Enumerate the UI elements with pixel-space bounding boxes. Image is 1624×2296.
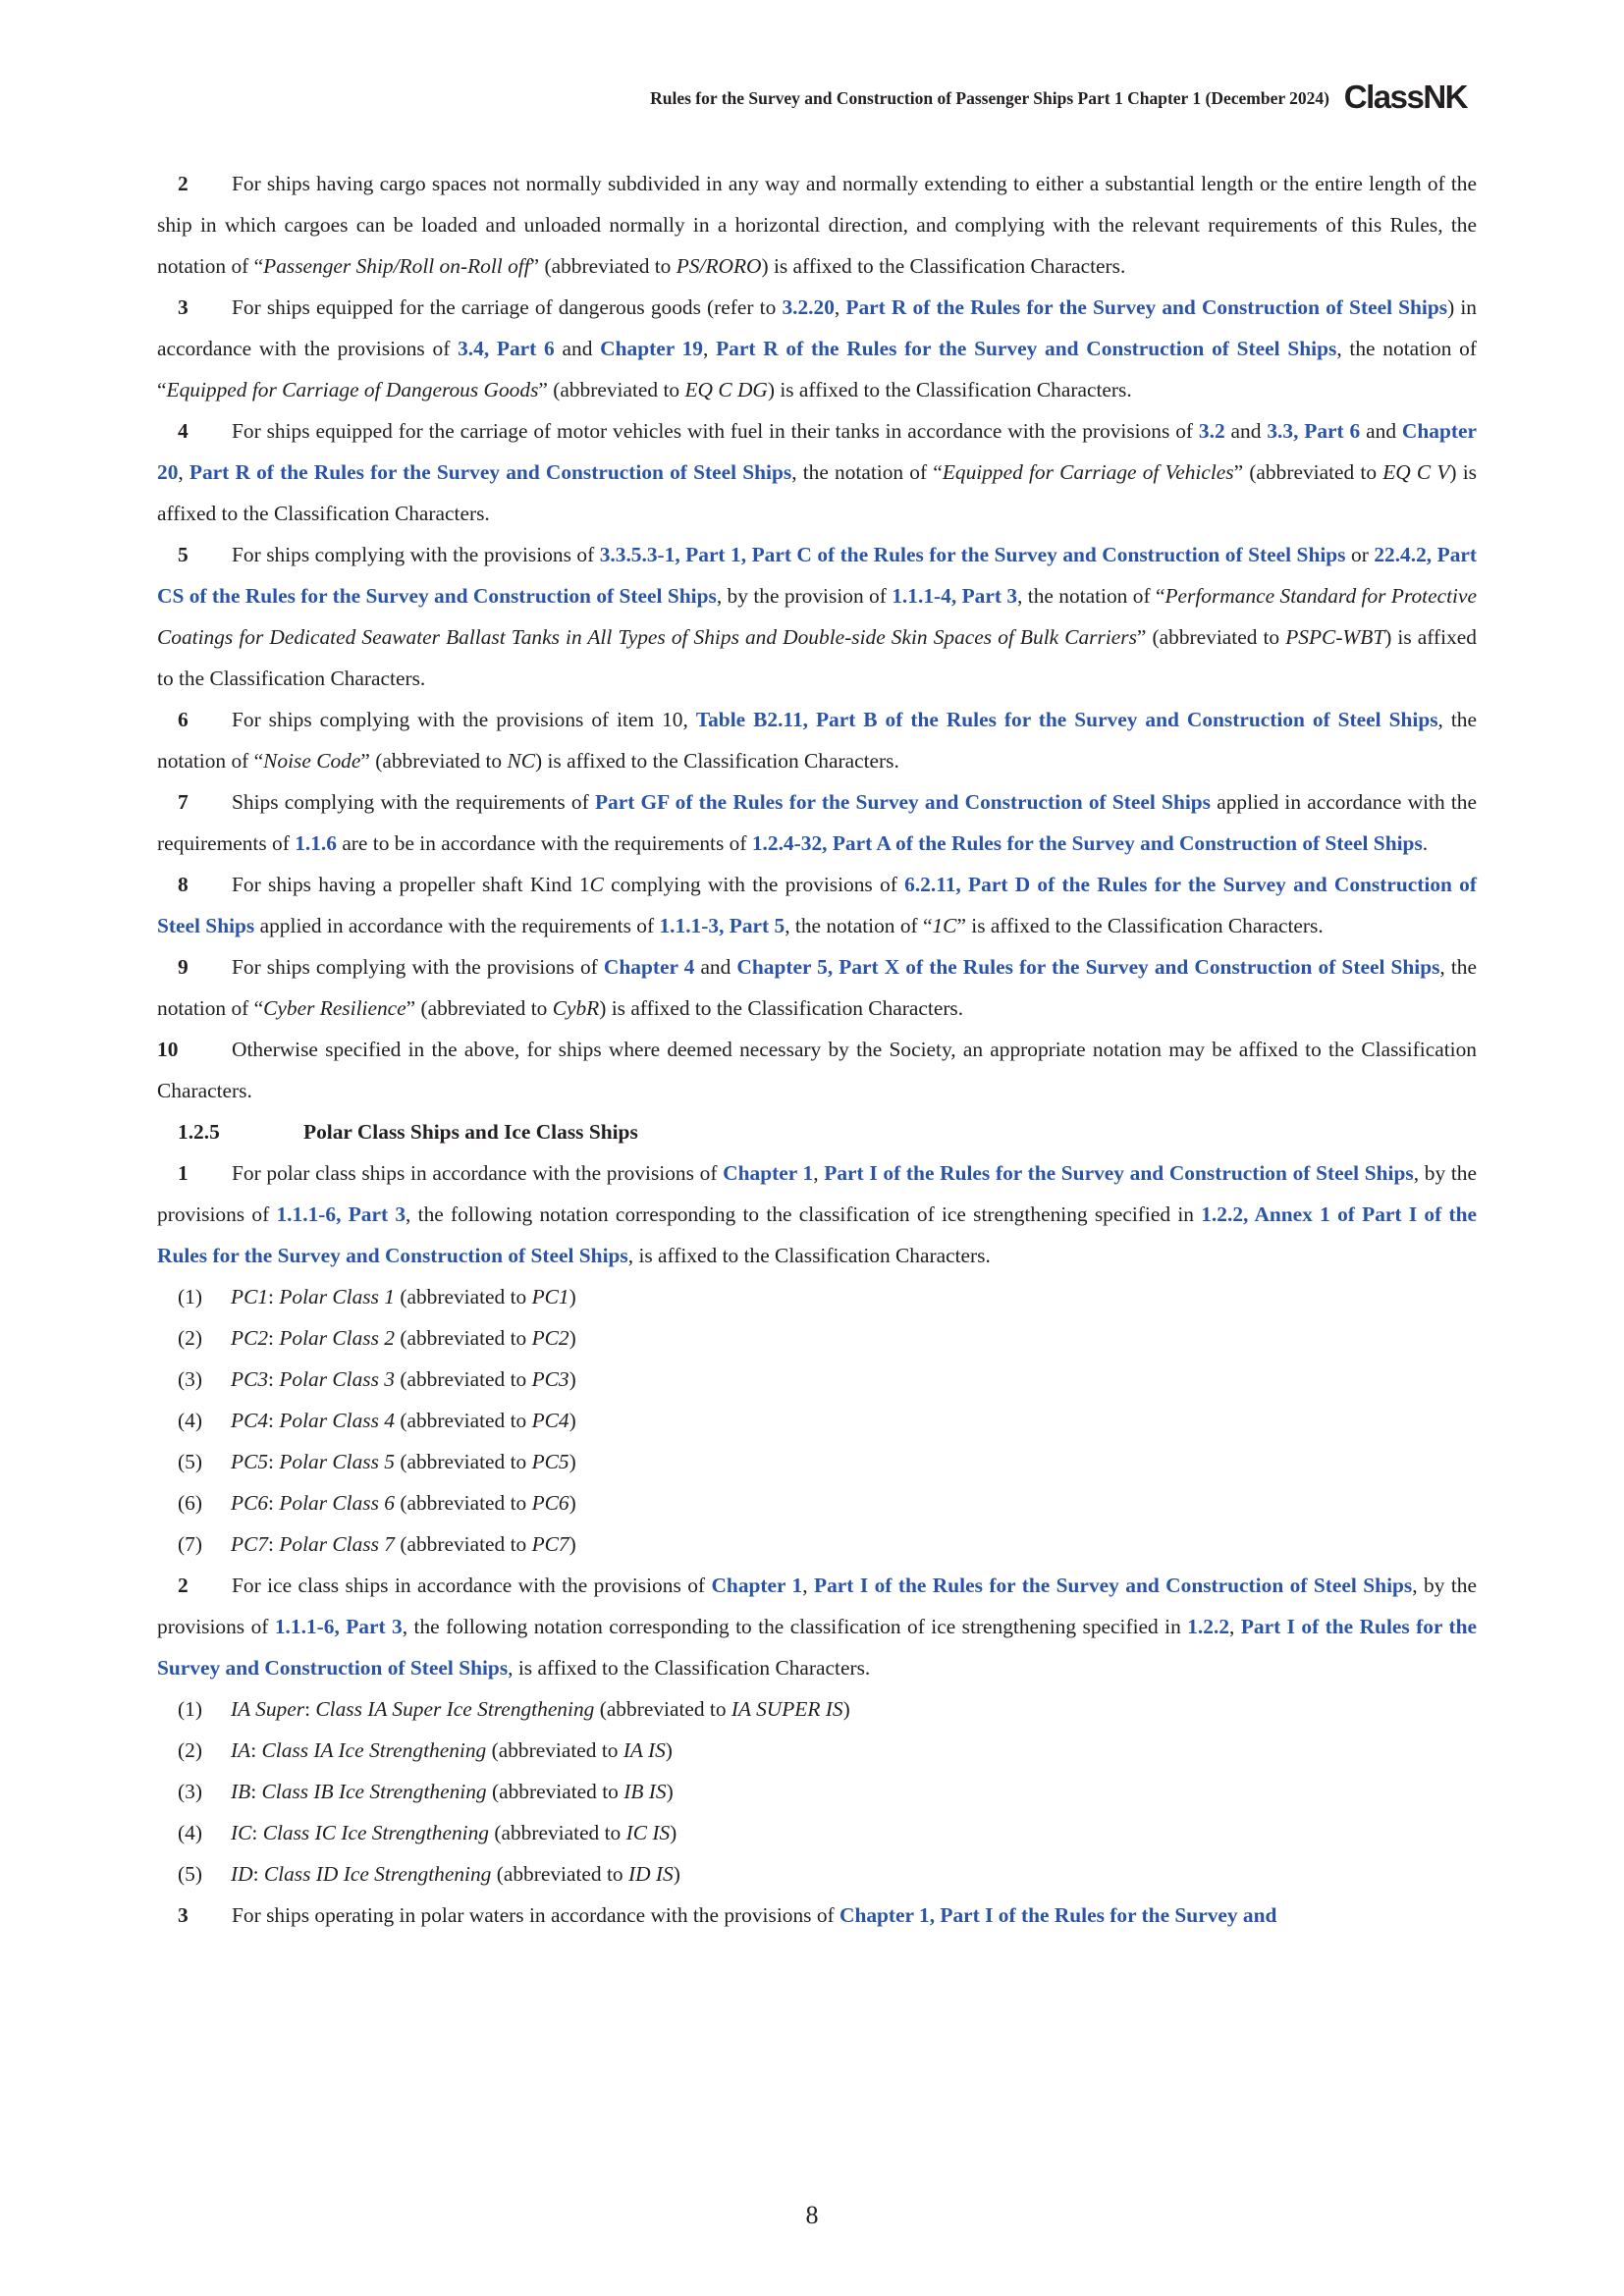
paragraph-number: 3: [178, 295, 189, 319]
cross-reference-link[interactable]: Part R of the Rules for the Survey and Construction of Steel Ships: [845, 295, 1448, 319]
paragraph-number: 3: [178, 1903, 189, 1927]
paragraph-number: 1: [178, 1161, 189, 1185]
cross-reference-link[interactable]: 3.2: [1198, 419, 1225, 443]
list-item: (1) IA Super: Class IA Super Ice Strengthening (abbreviated to IA SUPER IS): [178, 1697, 850, 1721]
cross-reference-link[interactable]: 1.1.1-4, Part 3: [892, 584, 1018, 608]
paragraph-6: 6 For ships complying with the provisions of item 10, Table B2.11, Part B of the Rules for the Survey and Construction of Steel Ships, the notation of “Noise Code” (abbreviated to NC) is affixed to the Classification Characters.: [157, 699, 1477, 781]
cross-reference-link[interactable]: Part R of the Rules for the Survey and Construction of Steel Ships: [716, 337, 1337, 360]
list-item: (7) PC7: Polar Class 7 (abbreviated to PC7): [178, 1532, 576, 1556]
list-item: (3) IB: Class IB Ice Strengthening (abbreviated to IB IS): [178, 1780, 674, 1803]
section-paragraph-2: 2 For ice class ships in accordance with the provisions of Chapter 1, Part I of the Rules for the Survey and Construction of Steel Ships, by the provisions of 1.1.1-6, Part 3, the following notation corresponding to the classification of ice strengthening specified in 1.2.2, Part I of the Rules for the Survey and Construction of Steel Ships, is affixed to the Classification Characters.: [157, 1565, 1477, 1688]
cross-reference-link[interactable]: Chapter 1: [723, 1161, 814, 1185]
list-item: (3) PC3: Polar Class 3 (abbreviated to PC3): [178, 1367, 576, 1391]
list-item: (5) PC5: Polar Class 5 (abbreviated to PC5): [178, 1450, 576, 1473]
cross-reference-link[interactable]: 6.2.11, Part D of the Rules for the Survey and Construction of Steel Ships: [157, 873, 1478, 937]
paragraph-4: 4 For ships equipped for the carriage of motor vehicles with fuel in their tanks in accordance with the provisions of 3.2 and 3.3, Part 6 and Chapter 20, Part R of the Rules for the Survey and Construction of Steel Ships, the notation of “Equipped for Carriage of Vehicles” (abbreviated to EQ C V) is affixed to the Classification Characters.: [157, 410, 1477, 534]
list-item: (2) IA: Class IA Ice Strengthening (abbreviated to IA IS): [178, 1738, 673, 1762]
paragraph-number: 6: [178, 708, 189, 731]
cross-reference-link[interactable]: 1.1.1-3, Part 5: [659, 914, 785, 937]
cross-reference-link[interactable]: Part GF of the Rules for the Survey and Construction of Steel Ships: [594, 790, 1212, 814]
list-item: (1) PC1: Polar Class 1 (abbreviated to PC1): [178, 1285, 576, 1308]
cross-reference-link[interactable]: Chapter 1: [711, 1574, 803, 1597]
document-body: [157, 163, 1477, 1936]
paragraph-3: 3 For ships equipped for the carriage of dangerous goods (refer to 3.2.20, Part R of the Rules for the Survey and Construction of Steel Ships) in accordance with the provisions of 3.4, Part 6 and Chapter 19, Part R of the Rules for the Survey and Construction of Steel Ships, the notation of “Equipped for Carriage of Dangerous Goods” (abbreviated to EQ C DG) is affixed to the Classification Characters.: [157, 287, 1477, 410]
page-header: [157, 79, 1467, 118]
cross-reference-link[interactable]: 3.4, Part 6: [458, 337, 555, 360]
cross-reference-link[interactable]: Part I of the Rules for the Survey and Construction of Steel Ships: [814, 1574, 1413, 1597]
classnk-logo: ClassNK: [1343, 79, 1467, 115]
list-item: (4) IC: Class IC Ice Strengthening (abbreviated to IC IS): [178, 1821, 677, 1844]
list-item: (6) PC6: Polar Class 6 (abbreviated to PC6): [178, 1491, 576, 1515]
paragraph-number: 5: [178, 543, 189, 566]
cross-reference-link[interactable]: Chapter 1, Part I of the Rules for the Survey and: [839, 1903, 1277, 1927]
paragraph-5: 5 For ships complying with the provisions of 3.3.5.3-1, Part 1, Part C of the Rules for the Survey and Construction of Steel Ships or 22.4.2, Part CS of the Rules for the Survey and Construction of Steel Ships, by the provision of 1.1.1-4, Part 3, the notation of “Performance Standard for Protective Coatings for Dedicated Seawater Ballast Tanks in All Types of Ships and Double-side Skin Spaces of Bulk Carriers” (abbreviated to PSPC-WBT) is affixed to the Classification Characters.: [157, 534, 1477, 699]
paragraph-2: 2 For ships having cargo spaces not normally subdivided in any way and normally extending to either a substantial length or the entire length of the ship in which cargoes can be loaded and unloaded normally in a horizontal direction, and complying with the relevant requirements of this Rules, the notation of “Passenger Ship/Roll on-Roll off” (abbreviated to PS/RORO) is affixed to the Classification Characters.: [157, 163, 1477, 287]
list-item: (2) PC2: Polar Class 2 (abbreviated to PC2): [178, 1326, 576, 1350]
paragraph-9: 9 For ships complying with the provisions of Chapter 4 and Chapter 5, Part X of the Rules for the Survey and Construction of Steel Ships, the notation of “Cyber Resilience” (abbreviated to CybR) is affixed to the Classification Characters.: [157, 946, 1477, 1029]
paragraph-number: 7: [178, 790, 189, 814]
cross-reference-link[interactable]: Table B2.11, Part B of the Rules for the Survey and Construction of Steel Ships: [695, 708, 1438, 731]
cross-reference-link[interactable]: Part I of the Rules for the Survey and Construction of Steel Ships: [157, 1615, 1478, 1680]
list-item: (4) PC4: Polar Class 4 (abbreviated to PC4): [178, 1409, 576, 1432]
cross-reference-link[interactable]: 3.3.5.3-1, Part 1, Part C of the Rules for the Survey and Construction of Steel Ships: [599, 543, 1346, 566]
cross-reference-link[interactable]: 1.1.1-6, Part 3: [276, 1202, 406, 1226]
paragraph-number: 4: [178, 419, 189, 443]
cross-reference-link[interactable]: 22.4.2, Part CS of the Rules for the Survey and Construction of Steel Ships: [157, 543, 1478, 608]
section-paragraph-3: 3 For ships operating in polar waters in accordance with the provisions of Chapter 1, Part I of the Rules for the Survey and: [157, 1895, 1477, 1936]
cross-reference-link[interactable]: 1.2.2, Annex 1 of Part I of the Rules for the Survey and Construction of Steel Ships: [157, 1202, 1477, 1267]
cross-reference-link[interactable]: Part R of the Rules for the Survey and Construction of Steel Ships: [189, 460, 792, 484]
ice-class-list: [157, 1688, 1477, 1895]
section-heading: [157, 1111, 1477, 1152]
section-number: 1.2.5: [178, 1120, 220, 1144]
paragraph-number: 8: [178, 873, 189, 896]
paragraph-7: 7 Ships complying with the requirements of Part GF of the Rules for the Survey and Construction of Steel Ships applied in accordance with the requirements of 1.1.6 are to be in accordance with the requirements of 1.2.4-32, Part A of the Rules for the Survey and Construction of Steel Ships.: [157, 781, 1477, 864]
cross-reference-link[interactable]: 3.3, Part 6: [1267, 419, 1361, 443]
polar-class-list: [157, 1276, 1477, 1565]
paragraph-8: 8 For ships having a propeller shaft Kind 1C complying with the provisions of 6.2.11, Part D of the Rules for the Survey and Construction of Steel Ships applied in accordance with the requirements of 1.1.1-3, Part 5, the notation of “1C” is affixed to the Classification Characters.: [157, 864, 1477, 946]
cross-reference-link[interactable]: Part I of the Rules for the Survey and Construction of Steel Ships: [824, 1161, 1414, 1185]
cross-reference-link[interactable]: Chapter 20: [157, 419, 1477, 484]
cross-reference-link[interactable]: Chapter 5, Part X of the Rules for the Survey and Construction of Steel Ships: [736, 955, 1440, 979]
cross-reference-link[interactable]: Chapter 4: [603, 955, 695, 979]
cross-reference-link[interactable]: 1.1.1-6, Part 3: [274, 1615, 403, 1638]
paragraph-number: 10: [157, 1038, 179, 1061]
section-title: Polar Class Ships and Ice Class Ships: [303, 1120, 638, 1144]
cross-reference-link[interactable]: 1.2.2: [1187, 1615, 1230, 1638]
page-number: 8: [805, 2201, 819, 2229]
paragraph-10: 10 Otherwise specified in the above, for ships where deemed necessary by the Society, an appropriate notation may be affixed to the Classification Characters.: [157, 1029, 1477, 1111]
cross-reference-link[interactable]: Chapter 19: [600, 337, 703, 360]
cross-reference-link[interactable]: 1.2.4-32, Part A of the Rules for the Survey and Construction of Steel Ships: [751, 831, 1423, 855]
list-item: (5) ID: Class ID Ice Strengthening (abbreviated to ID IS): [178, 1862, 680, 1886]
cross-reference-link[interactable]: 1.1.6: [295, 831, 337, 855]
section-paragraph-1: 1 For polar class ships in accordance with the provisions of Chapter 1, Part I of the Rules for the Survey and Construction of Steel Ships, by the provisions of 1.1.1-6, Part 3, the following notation corresponding to the classification of ice strengthening specified in 1.2.2, Annex 1 of Part I of the Rules for the Survey and Construction of Steel Ships, is affixed to the Classification Characters.: [157, 1152, 1477, 1276]
cross-reference-link[interactable]: 3.2.20: [782, 295, 835, 319]
header-title: Rules for the Survey and Construction of Passenger Ships Part 1 Chapter 1 (December 2024): [650, 88, 1329, 108]
paragraph-number: 2: [178, 172, 189, 195]
paragraph-number: 9: [178, 955, 189, 979]
paragraph-number: 2: [178, 1574, 189, 1597]
